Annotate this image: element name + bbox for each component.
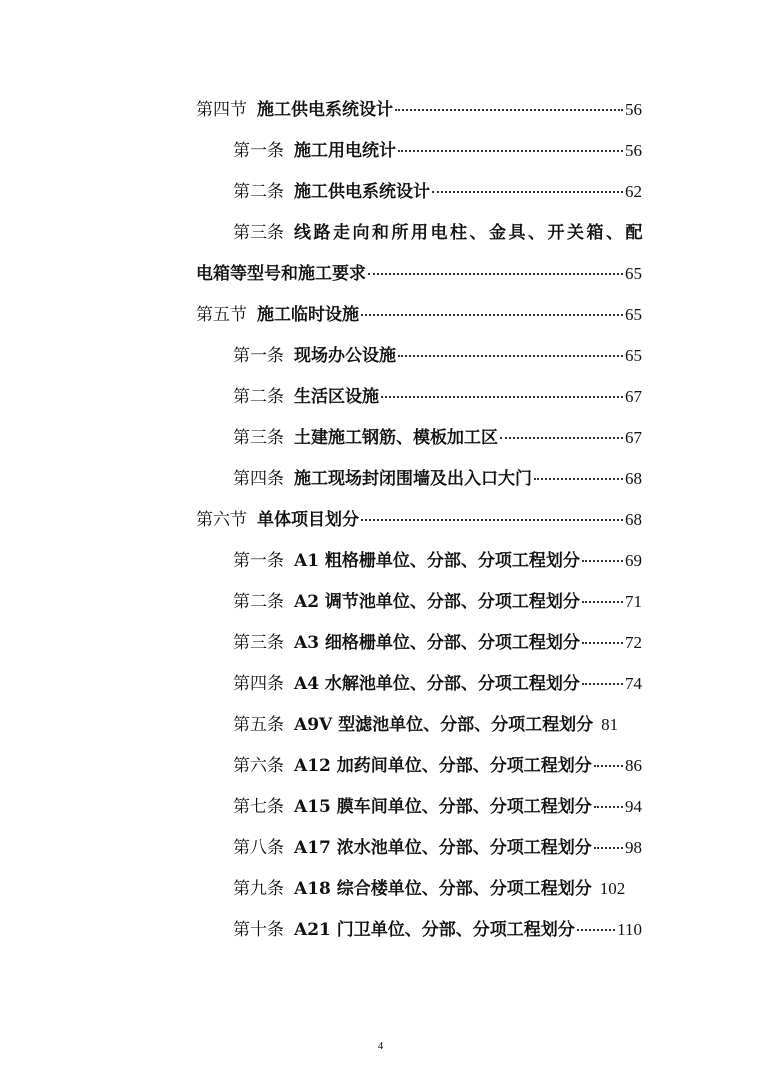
toc-entry[interactable]: [196, 745, 642, 786]
toc-entry-title: A18 综合楼单位、分部、分项工程划分: [294, 879, 592, 899]
toc-entry-page: 65: [625, 305, 642, 324]
toc-entry-title: 线路走向和所用电柱、金具、开关箱、配: [294, 223, 645, 243]
dot-leader: [594, 805, 623, 808]
toc-entry-number: 第三条: [233, 223, 284, 242]
toc-entry-number: 第八条: [233, 838, 284, 857]
dot-leader: [361, 313, 623, 316]
toc-entry-title: 生活区设施: [294, 387, 379, 407]
toc-entry[interactable]: [196, 868, 642, 909]
toc-entry-page: 72: [625, 633, 642, 652]
toc-entry-number: 第二条: [233, 387, 284, 406]
dot-leader: [395, 108, 623, 111]
toc-entry-page: 65: [625, 264, 642, 283]
toc-entry-page: 94: [625, 797, 642, 816]
toc-entry-number: 第三条: [233, 428, 284, 447]
toc-entry[interactable]: [196, 212, 645, 253]
toc-entry[interactable]: [196, 417, 642, 458]
toc-entry-number: 第六条: [233, 756, 284, 775]
toc-entry[interactable]: [196, 827, 642, 868]
toc-entry-number: 第二条: [233, 592, 284, 611]
toc-entry-number: 第一条: [233, 551, 284, 570]
dot-leader: [594, 846, 623, 849]
toc-entry-number: 第一条: [233, 141, 284, 160]
toc-entry-title: 现场办公设施: [294, 346, 396, 366]
dot-leader: [368, 272, 623, 275]
toc-entry-number: 第六节: [196, 510, 247, 529]
dot-leader: [582, 682, 623, 685]
toc-entry-page: 86: [625, 756, 642, 775]
toc-entry[interactable]: [196, 622, 642, 663]
toc-entry[interactable]: [196, 89, 642, 130]
toc-entry-continuation[interactable]: [196, 253, 642, 294]
toc-entry-title: A15 膜车间单位、分部、分项工程划分: [294, 797, 592, 817]
toc-entry-number: 第四条: [233, 674, 284, 693]
table-of-contents: [196, 89, 645, 950]
toc-entry-page: 67: [625, 387, 642, 406]
toc-entry-page: 98: [625, 838, 642, 857]
toc-entry[interactable]: [196, 909, 642, 950]
toc-entry-page: 56: [625, 141, 642, 160]
toc-entry-number: 第五条: [233, 715, 284, 734]
toc-entry-page: 67: [625, 428, 642, 447]
toc-entry-number: 第四节: [196, 100, 247, 119]
toc-entry-number: 第二条: [233, 182, 284, 201]
dot-leader: [582, 559, 623, 562]
toc-entry-title: A4 水解池单位、分部、分项工程划分: [294, 674, 580, 694]
toc-entry-page: 102: [599, 879, 626, 898]
toc-entry-number: 第五节: [196, 305, 247, 324]
dot-leader: [432, 190, 623, 193]
toc-entry-title: 施工临时设施: [257, 305, 359, 325]
toc-entry-number: 第四条: [233, 469, 284, 488]
dot-leader: [582, 600, 623, 603]
toc-entry[interactable]: [196, 294, 642, 335]
toc-entry[interactable]: [196, 458, 642, 499]
toc-entry-title: A2 调节池单位、分部、分项工程划分: [294, 592, 580, 612]
page-number: 4: [377, 1040, 384, 1052]
toc-entry-page: 68: [625, 510, 642, 529]
toc-entry-page: 74: [625, 674, 642, 693]
toc-entry-title: 施工供电系统设计: [294, 182, 430, 202]
dot-leader: [398, 354, 623, 357]
toc-entry-page: 71: [625, 592, 642, 611]
dot-leader: [381, 395, 623, 398]
dot-leader: [582, 641, 623, 644]
dot-leader: [398, 149, 623, 152]
toc-entry-title: 施工供电系统设计: [257, 100, 393, 120]
toc-entry-page: 56: [625, 100, 642, 119]
toc-entry-title: 单体项目划分: [257, 510, 359, 530]
toc-entry[interactable]: [196, 499, 642, 540]
toc-entry-number: 第三条: [233, 633, 284, 652]
toc-entry-title: A17 浓水池单位、分部、分项工程划分: [294, 838, 592, 858]
dot-leader: [534, 477, 623, 480]
toc-entry-page: 110: [617, 920, 642, 939]
toc-entry[interactable]: [196, 704, 642, 745]
toc-entry-title: A21 门卫单位、分部、分项工程划分: [294, 920, 575, 940]
toc-entry[interactable]: [196, 376, 642, 417]
toc-entry-number: 第九条: [233, 879, 284, 898]
toc-entry-page: 65: [625, 346, 642, 365]
toc-entry-title: A1 粗格栅单位、分部、分项工程划分: [294, 551, 580, 571]
toc-entry[interactable]: [196, 130, 642, 171]
toc-entry[interactable]: [196, 335, 642, 376]
toc-entry-number: 第一条: [233, 346, 284, 365]
toc-entry-title: A3 细格栅单位、分部、分项工程划分: [294, 633, 580, 653]
toc-entry-title: 施工现场封闭围墙及出入口大门: [294, 469, 532, 489]
toc-entry-page: 69: [625, 551, 642, 570]
toc-entry-number: 第十条: [233, 920, 284, 939]
toc-entry[interactable]: [196, 171, 642, 212]
toc-entry-title: 电箱等型号和施工要求: [196, 264, 366, 284]
toc-entry-title: A9V 型滤池单位、分部、分项工程划分: [294, 715, 594, 735]
dot-leader: [594, 764, 623, 767]
toc-entry[interactable]: [196, 786, 642, 827]
toc-entry-number: 第七条: [233, 797, 284, 816]
dot-leader: [361, 518, 623, 521]
toc-entry-page: 62: [625, 182, 642, 201]
toc-entry[interactable]: [196, 540, 642, 581]
toc-entry[interactable]: [196, 581, 642, 622]
toc-entry-title: A12 加药间单位、分部、分项工程划分: [294, 756, 592, 776]
dot-leader: [500, 436, 623, 439]
toc-entry-title: 施工用电统计: [294, 141, 396, 161]
toc-entry-page: 81: [601, 715, 619, 734]
toc-entry-page: 68: [625, 469, 642, 488]
dot-leader: [577, 928, 615, 931]
toc-entry[interactable]: [196, 663, 642, 704]
toc-entry-title: 土建施工钢筋、模板加工区: [294, 428, 498, 448]
